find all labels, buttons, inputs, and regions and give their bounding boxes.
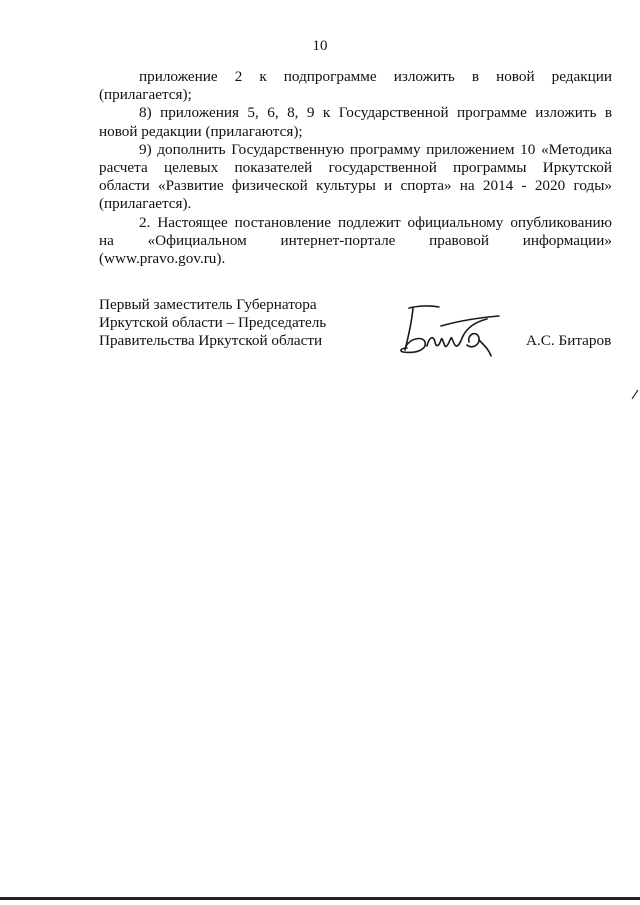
text-line: расчета целевых показателей государственной программы Иркутской xyxy=(99,159,612,177)
text-line: новой редакции (прилагаются); xyxy=(99,122,303,140)
paragraph-appendix-2 xyxy=(99,68,612,104)
signatory-title xyxy=(99,296,339,351)
signatory-title-line: Первый заместитель Губернатора xyxy=(99,296,317,313)
text-line: 9) дополнить Государственную программу приложением 10 «Методика xyxy=(139,140,612,158)
paragraph-item-8 xyxy=(99,104,612,140)
paragraph-publication xyxy=(99,214,612,269)
text-line: (прилагается); xyxy=(99,86,192,104)
scan-bottom-edge xyxy=(0,897,640,900)
text-line: (прилагается). xyxy=(99,195,192,213)
text-line: 8) приложения 5, 6, 8, 9 к Государственной программе изложить в xyxy=(139,104,612,122)
signatory-title-line: Иркутской области – Председатель xyxy=(99,314,327,332)
body-text xyxy=(99,68,612,268)
margin-mark xyxy=(630,388,640,400)
signatory-name: А.С. Битаров xyxy=(526,332,612,349)
text-line: 2. Настоящее постановление подлежит официальному опубликованию xyxy=(139,213,612,231)
page-number: 10 xyxy=(312,38,328,54)
text-line: (www.pravo.gov.ru). xyxy=(99,250,226,268)
text-line: на «Официальном интернет-портале правовой информации» xyxy=(99,231,612,249)
text-line: области «Развитие физической культуры и спорта» на 2014 - 2020 годы» xyxy=(99,177,612,195)
signatory-title-line: Правительства Иркутской области xyxy=(99,332,323,350)
paragraph-item-9 xyxy=(99,141,612,214)
text-line: приложение 2 к подпрограмме изложить в новой редакции xyxy=(139,68,612,85)
handwritten-signature xyxy=(395,302,507,360)
